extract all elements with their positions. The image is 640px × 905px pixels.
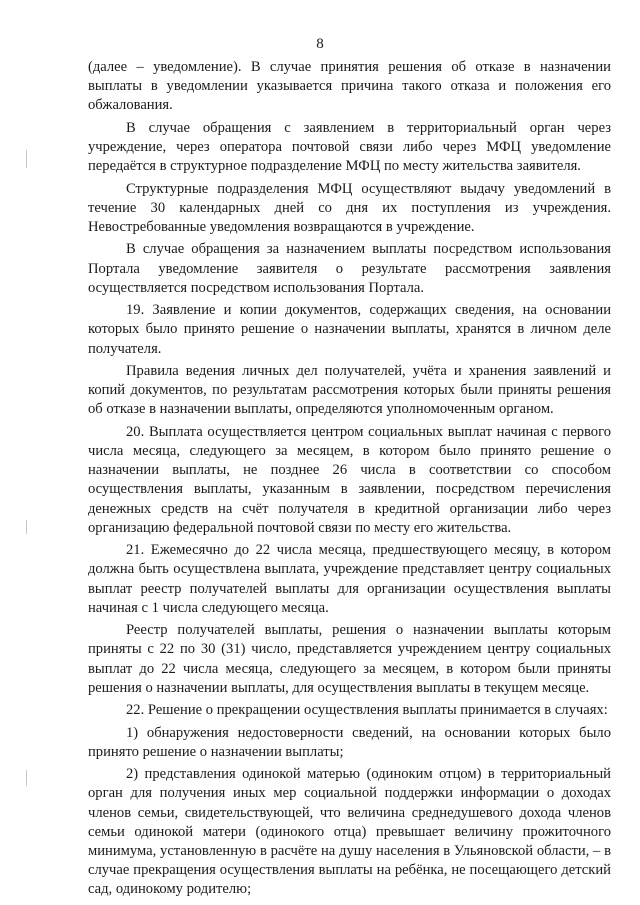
paragraph-item-20: 20. Выплата осуществляется центром социальных выплат начиная с первого числа месяца, следующего за месяцем, в котором было принято решение о назначении выплаты, не позднее 26 числа в соответствии со способом осуществления выплаты, указанным в заявлении, посредством перечисления денежных средств на счёт получателя в кредитной организации либо через организацию федеральной почтовой связи по месту его жительства. — [88, 423, 611, 536]
paragraph-case-1: 1) обнаружения недостоверности сведений, на основании которых было принято решение о назначении выплаты; — [88, 724, 611, 760]
paragraph-portal-notification: В случае обращения за назначением выплаты посредством использования Портала уведомление заявителя о результате рассмотрения заявления осуществляется посредством использования Портала. — [88, 241, 611, 296]
paragraph-item-22: 22. Решение о прекращении осуществления выплаты принимается в случаях: — [126, 702, 608, 719]
page-number: 8 — [316, 36, 324, 52]
paragraph-item-21: 21. Ежемесячно до 22 числа месяца, предшествующего месяцу, в котором должна быть осуществлена выплата, учреждение представляет центру социальных выплат реестр получателей выплаты для организации осуществления выплаты начиная с 1 числа следующего месяца. — [88, 542, 611, 616]
paragraph-personal-files-rules: Правила ведения личных дел получателей, учёта и хранения заявлений и копий документов, по результатам рассмотрения которых были приняты решения об отказе в назначении выплаты, определяются уполномоченным органом. — [88, 362, 611, 418]
document-body — [88, 58, 611, 900]
paragraph-case-2: 2) представления одинокой матерью (одиноким отцом) в территориальный орган для получения иных мер социальной поддержки информации о доходах членов семьи, свидетельствующей, что величина среднедушевого дохода членов семьи одинокой матери (одинокого отца) превышает величину прожиточного минимума, установленную в расчёте на душу населения в Ульяновской области, – в случае прекращения осуществления выплаты на ребёнка, не посещающего детский сад, одинокому родителю; — [88, 766, 611, 898]
paragraph-item-19: 19. Заявление и копии документов, содержащих сведения, на основании которых было принято решение о назначении выплаты, хранятся в личном деле получателя. — [88, 302, 611, 357]
scan-margin-mark — [26, 770, 27, 786]
paragraph-notification-transfer: В случае обращения с заявлением в территориальный орган через учреждение, через оператора почтовой связи либо через МФЦ уведомление передаётся в структурное подразделение МФЦ по месту жительства заявителя. — [88, 119, 611, 175]
paragraph-mfc-delivery: Структурные подразделения МФЦ осуществляют выдачу уведомлений в течение 30 календарных дней со дня их поступления из учреждения. Невостребованные уведомления возвращаются в учреждение. — [88, 180, 611, 235]
scan-margin-mark — [26, 520, 27, 534]
scan-margin-mark — [26, 150, 27, 168]
paragraph-continuation: (далее – уведомление). В случае принятия решения об отказе в назначении выплаты в уведомлении указывается причина такого отказа и положения его обжалования. — [88, 59, 611, 114]
paragraph-registry: Реестр получателей выплаты, решения о назначении выплаты которым приняты с 22 по 30 (31) число, представляется учреждением центру социальных выплат до 22 числа месяца, следующего за месяцем, в котором были приняты решения о назначении выплаты, для осуществления выплаты в текущем месяце. — [88, 622, 611, 696]
